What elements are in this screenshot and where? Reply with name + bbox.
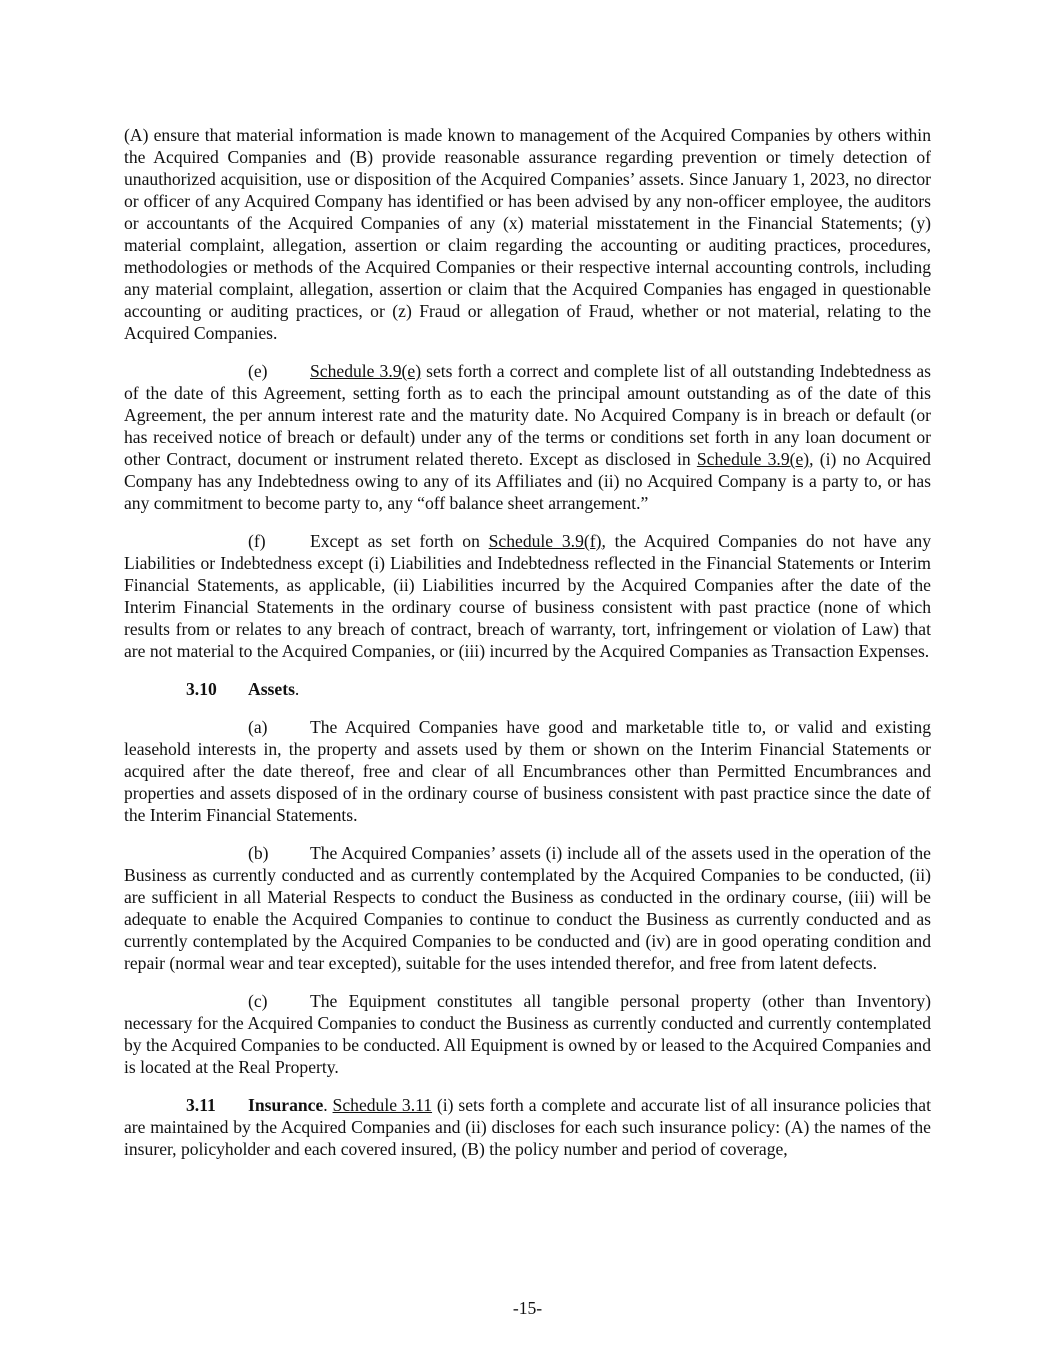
paragraph-3-9-f xyxy=(124,530,931,662)
clause-label: (c) xyxy=(248,991,268,1011)
paragraph-text: (A) ensure that material information is made known to management of the Acquired Companies by others within the Acquired Companies and (B) provide reasonable assurance regarding prevention or timely detection of unauthorized acquisition, use or disposition of the Acquired Companies’ assets. Since January 1, 2023, no director or officer of any Acquired Company has identified or has been advised by any non-officer employee, the auditors or accountants of the Acquired Companies of any (x) material misstatement in the Financial Statements; (y) material complaint, allegation, assertion or claim regarding the accounting or auditing practices, procedures, methodologies or methods of the Acquired Companies or their respective internal accounting controls, including any material complaint, allegation, assertion or claim that the Acquired Companies has engaged in questionable accounting or auditing practices, or (z) Fraud or allegation of Fraud, whether or not material, relating to the Acquired Companies. xyxy=(124,125,931,343)
section-title: Assets xyxy=(248,679,295,699)
schedule-reference: Schedule 3.11 xyxy=(332,1095,433,1115)
clause-label: (f) xyxy=(248,531,266,551)
section-number: 3.10 xyxy=(186,679,217,699)
paragraph-text: (i) sets forth a complete and accurate list of all insurance policies that are maintained by the Acquired Companies and (ii) discloses for each such insurance policy: (A) the names of the insurer, policyholder and each covered insured, (B) the policy number and period of coverage, xyxy=(124,1095,931,1159)
clause-label: (b) xyxy=(248,843,269,863)
paragraph-text: Except as set forth on xyxy=(310,531,489,551)
paragraph-3-9-e xyxy=(124,360,931,514)
schedule-reference: Schedule 3.9(f) xyxy=(488,531,602,551)
page-number: -15- xyxy=(512,1298,543,1318)
schedule-reference: Schedule 3.9(e) xyxy=(696,449,810,469)
paragraph-text: , the Acquired Companies do not have any Liabilities or Indebtedness except (i) Liabilities and Indebtedness reflected in the Financial Statements or Interim Financial Statements, as applicable, (ii) Liabilities incurred by the Acquired Companies after the date of the Interim Financial Statements in the ordinary course of business consistent with past practice (none of which results from or relates to any breach of contract, breach of warranty, tort, infringement or violation of Law) that are not material to the Acquired Companies, or (iii) incurred by the Acquired Companies as Transaction Expenses. xyxy=(124,531,931,661)
paragraph-3-10-c xyxy=(124,990,931,1078)
section-heading-3-10 xyxy=(124,678,931,700)
paragraph-continuation xyxy=(124,124,931,344)
section-title-punct: . xyxy=(294,679,300,699)
paragraph-text: , (i) no Acquired Company has any Indebtedness owing to any of its Affiliates and (ii) no Acquired Company is a party to, or has any commitment to become party to, any “off balance sheet arrangement.” xyxy=(124,449,931,513)
paragraph-3-10-a xyxy=(124,716,931,826)
section-title-punct: . xyxy=(323,1095,333,1115)
paragraph-text: The Equipment constitutes all tangible personal property (other than Inventory) necessary for the Acquired Companies to conduct the Business as currently conducted and currently contemplated by the Acquired Companies to be conducted. All Equipment is owned by or leased to the Acquired Companies and is located at the Real Property. xyxy=(124,991,931,1077)
document-body xyxy=(124,124,931,1176)
clause-label: (a) xyxy=(248,717,268,737)
section-title: Insurance xyxy=(248,1095,324,1115)
schedule-reference: Schedule 3.9(e) xyxy=(310,361,422,381)
section-3-11-insurance xyxy=(124,1094,931,1160)
clause-label: (e) xyxy=(248,361,268,381)
paragraph-text: sets forth a correct and complete list of all outstanding Indebtedness as of the date of this Agreement, setting forth as to each the principal amount outstanding as of the date of this Agreement, the per annum interest rate and the maturity date. No Acquired Company is in breach or default (or has received notice of breach or default) under any of the terms or conditions set forth in any loan document or other Contract, document or instrument related thereto. Except as disclosed in xyxy=(124,361,931,469)
paragraph-3-10-b xyxy=(124,842,931,974)
paragraph-text: The Acquired Companies’ assets (i) include all of the assets used in the operation of the Business as currently conducted and as currently contemplated by the Acquired Companies to be conducted, (ii) are sufficient in all Material Respects to conduct the Business as conducted in the ordinary course, (iii) will be adequate to enable the Acquired Companies to continue to conduct the Business as currently conducted and as currently contemplated by the Acquired Companies to be conducted and (iv) are in good operating condition and repair (normal wear and tear excepted), suitable for the uses intended therefor, and free from latent defects. xyxy=(124,843,931,973)
paragraph-text: The Acquired Companies have good and marketable title to, or valid and existing leasehold interests in, the property and assets used by them or shown on the Interim Financial Statements or acquired after the date thereof, free and clear of all Encumbrances other than Permitted Encumbrances and properties and assets disposed of in the ordinary course of business consistent with past practice since the date of the Interim Financial Statements. xyxy=(124,717,931,825)
section-number: 3.11 xyxy=(186,1095,216,1115)
